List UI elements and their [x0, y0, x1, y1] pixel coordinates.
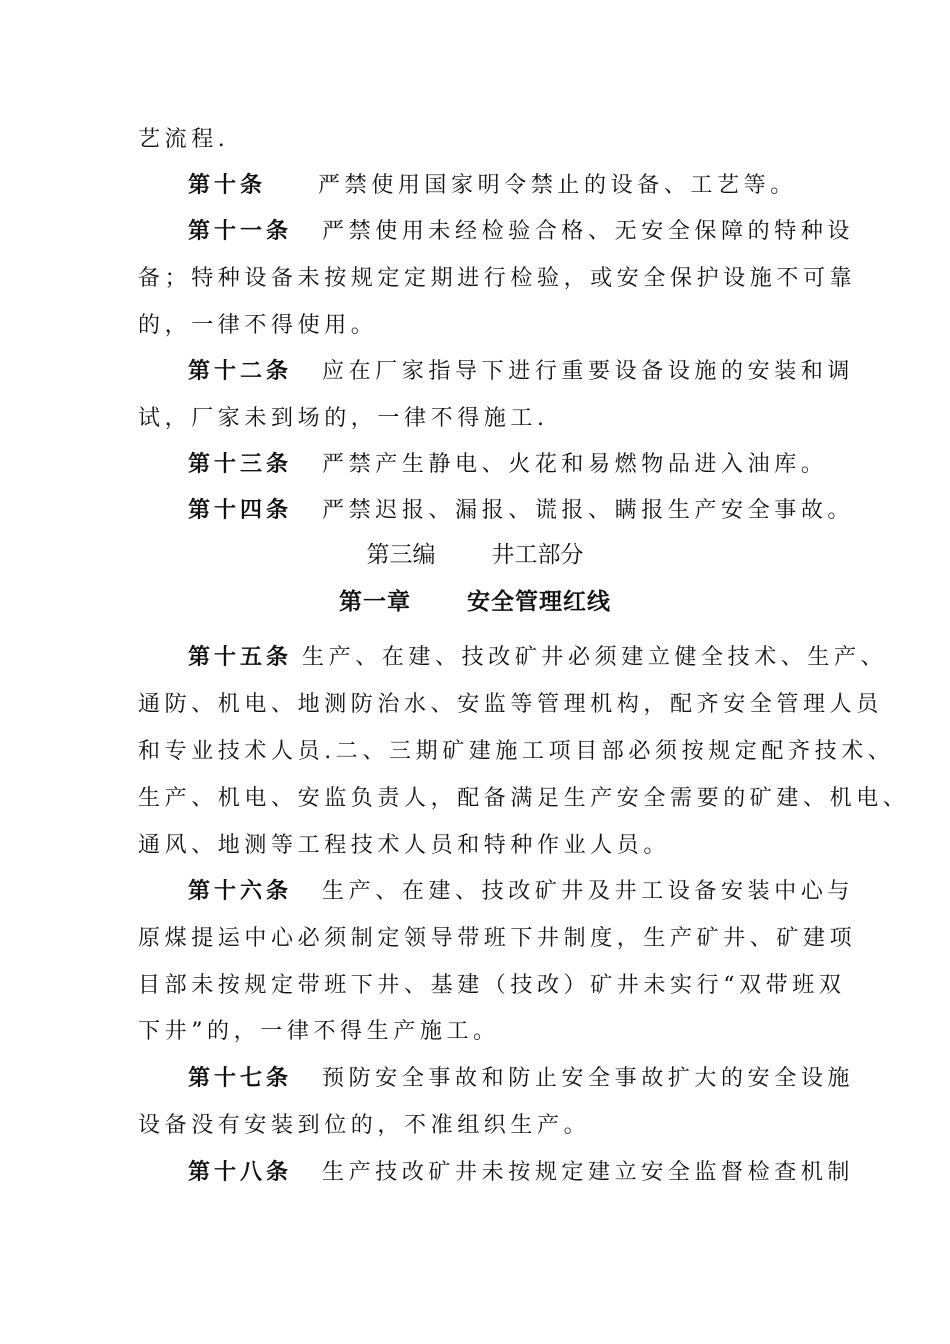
text-line: 生产、机电、安监负责人，配备满足生产安全需要的矿建、机电、	[138, 786, 910, 811]
article-text: 严禁产生静电、火花和易燃物品进入油库。	[322, 452, 828, 477]
text-line: 通防、机电、地测防治水、安监等管理机构，配齐安全管理人员	[138, 692, 883, 717]
article-text: 生产技改矿井未按规定建立安全监督检查机制	[322, 1160, 855, 1185]
article-label: 第十条	[188, 173, 267, 198]
article-label: 第十五条	[188, 645, 293, 670]
chapter-heading	[0, 584, 950, 620]
text-line: 下井”的，一律不得生产施工。	[138, 1019, 500, 1044]
article-17	[188, 1061, 888, 1097]
article-label: 第十六条	[188, 879, 293, 904]
chapter-number: 第一章	[339, 589, 411, 615]
article-label: 第十八条	[188, 1160, 293, 1185]
part-heading	[0, 537, 950, 573]
text-line: 试，厂家未到场的，一律不得施工.	[138, 406, 549, 431]
article-18	[188, 1155, 888, 1191]
article-14	[188, 493, 888, 529]
article-label: 第十一条	[188, 219, 293, 244]
chapter-title: 安全管理红线	[467, 589, 611, 615]
article-16	[188, 874, 888, 910]
part-title: 井工部分	[491, 542, 584, 568]
text-line: 通风、地测等工程技术人员和特种作业人员。	[138, 833, 671, 858]
article-text: 应在厂家指导下进行重要设备设施的安装和调	[322, 359, 855, 384]
text-line: 原煤提运中心必须制定领导带班下井制度，生产矿井、矿建项	[138, 926, 857, 951]
article-10	[188, 168, 888, 204]
article-label: 第十七条	[188, 1066, 293, 1091]
text-line: 艺流程.	[138, 127, 230, 152]
text-line: 和专业技术人员.二、三期矿建施工项目部必须按规定配齐技术、	[138, 739, 895, 764]
article-15	[188, 640, 888, 676]
article-label: 第十三条	[188, 452, 293, 477]
text-line: 目部未按规定带班下井、基建（技改）矿井未实行“双带班双	[138, 973, 846, 998]
text-line: 的，一律不得使用。	[138, 313, 378, 338]
article-11	[188, 214, 888, 250]
article-text: 严禁迟报、漏报、谎报、瞒报生产安全事故。	[322, 498, 855, 523]
article-13	[188, 447, 888, 483]
article-label: 第十二条	[188, 359, 293, 384]
part-number: 第三编	[366, 542, 436, 568]
text-line: 设备没有安装到位的，不准组织生产。	[138, 1113, 591, 1138]
text-line: 备；特种设备未按规定定期进行检验，或安全保护设施不可靠	[138, 266, 857, 291]
article-12	[188, 354, 888, 390]
article-text: 严禁使用国家明令禁止的设备、工艺等。	[318, 173, 797, 198]
article-text: 预防安全事故和防止安全事故扩大的安全设施	[322, 1066, 855, 1091]
article-label: 第十四条	[188, 498, 293, 523]
article-text: 生产、在建、技改矿井必须建立健全技术、生产、	[302, 645, 888, 670]
article-text: 生产、在建、技改矿井及井工设备安装中心与	[322, 879, 855, 904]
article-text: 严禁使用未经检验合格、无安全保障的特种设	[322, 219, 855, 244]
